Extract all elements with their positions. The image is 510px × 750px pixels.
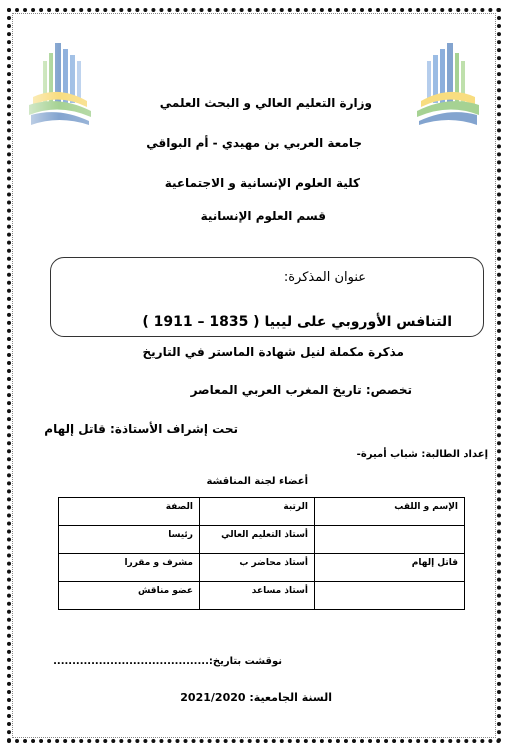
university-logo-right-icon — [415, 35, 483, 127]
table-row — [59, 498, 465, 526]
table-cell: أستاذ مساعد — [200, 582, 315, 610]
student-line — [357, 449, 488, 460]
table-cell: أستاذ التعليم العالي — [200, 526, 315, 554]
thesis-title: التنافس الأوروبي على ليبيا ( 1835 – 1911 ) — [142, 314, 452, 330]
academic-year-value: 2021/2020 — [180, 691, 246, 704]
thesis-title-label: عنوان المذكرة: — [283, 270, 366, 285]
committee-table — [58, 497, 465, 610]
table-cell: أستاذ محاضر ب — [200, 554, 315, 582]
department-name: قسم العلوم الإنسانية — [200, 209, 326, 223]
table-cell: رئيسا — [59, 526, 200, 554]
header-cell-role: الصفة — [59, 498, 200, 526]
student-text: إعداد الطالبة: شباب أميرة — [360, 449, 488, 460]
header-cell-name: الإسم و اللقب — [315, 498, 465, 526]
faculty-name: كلية العلوم الإنسانية و الاجتماعية — [164, 176, 360, 190]
academic-year-line — [180, 691, 332, 704]
header-cell-rank: الرتبة — [200, 498, 315, 526]
degree-line: مذكرة مكملة لنيل شهادة الماستر في التاريخ — [142, 345, 404, 359]
table-cell — [315, 526, 465, 554]
ministry-name: وزارة التعليم العالي و البحث العلمي — [159, 96, 372, 110]
academic-year-label: السنة الجامعية: — [249, 691, 332, 704]
table-cell — [315, 582, 465, 610]
table-cell: عضو مناقش — [59, 582, 200, 610]
table-row — [59, 526, 465, 554]
university-logo-left-icon — [25, 35, 93, 127]
table-cell: قاتل إلهام — [315, 554, 465, 582]
table-cell: مشرف و مقررا — [59, 554, 200, 582]
specialization-line: تخصص: تاريخ المغرب العربي المعاصر — [190, 383, 412, 397]
university-name: جامعة العربي بن مهيدي - أم البواقي — [146, 136, 362, 150]
student-bullet: - — [356, 449, 361, 460]
table-row — [59, 582, 465, 610]
table-row — [59, 554, 465, 582]
supervisor-line: تحت إشراف الأستاذة: قاتل إلهام — [44, 422, 238, 436]
committee-heading: أعضاء لجنة المناقشة — [206, 476, 308, 487]
defense-date: نوقشت بتاريخ:......................................... — [53, 656, 282, 667]
